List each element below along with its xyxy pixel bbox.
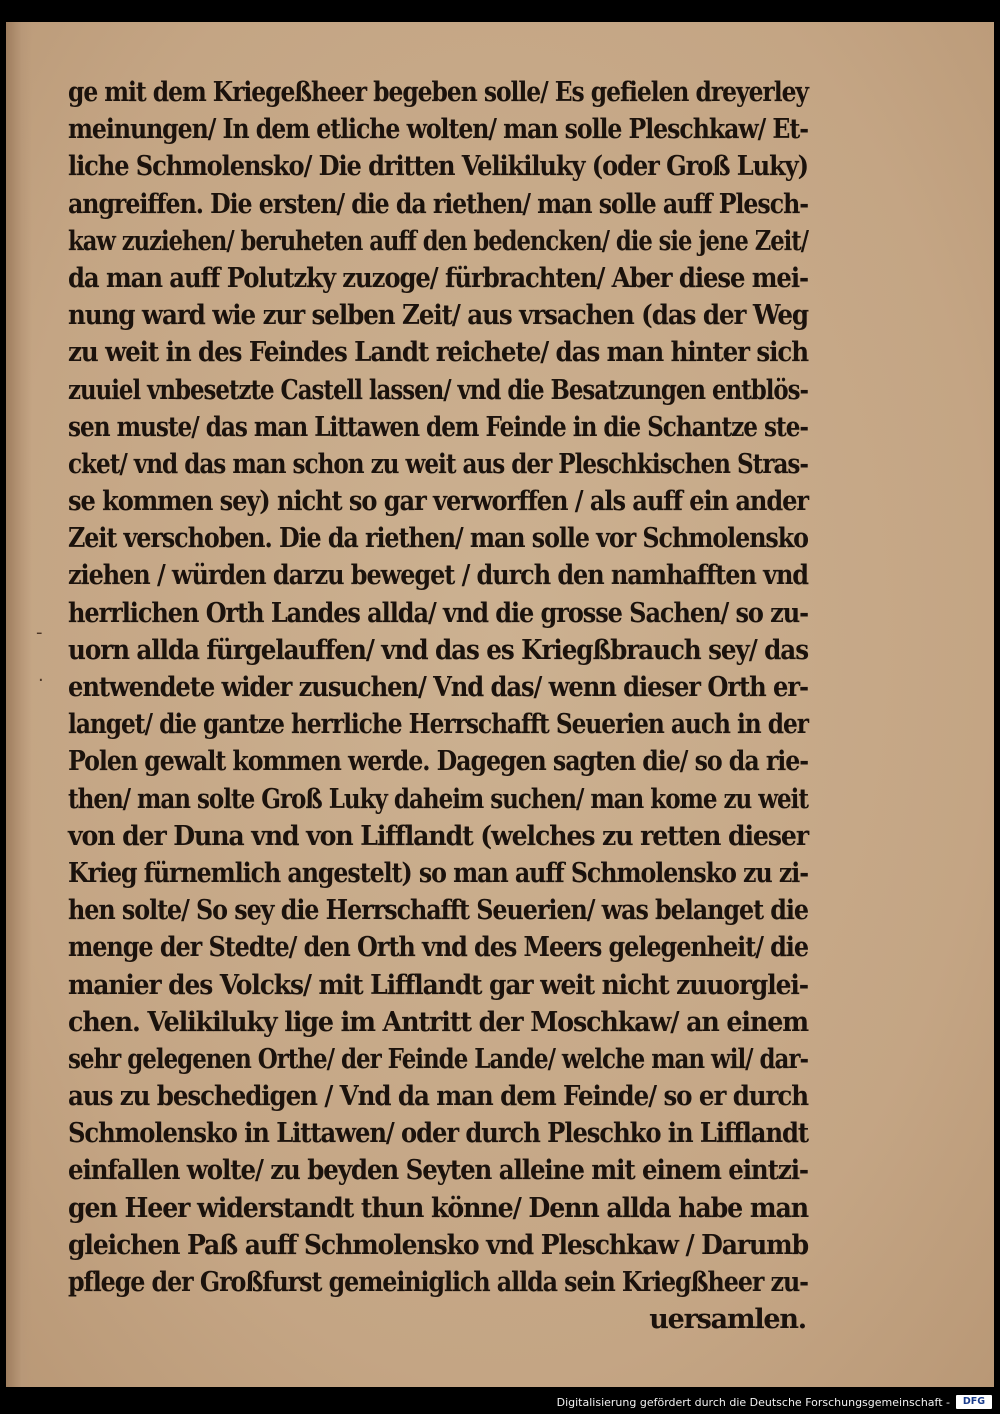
text-line: nung ward wie zur selben Zeit/ aus vrsachen (das der Weg — [68, 300, 808, 332]
text-line: chen. Velikiluky lige im Antritt der Moschkaw/ an einem — [68, 1006, 808, 1038]
page-gutter-shadow — [6, 22, 32, 1387]
text-line: einfallen wolte/ zu beyden Seyten alleine mit einem eintzi- — [68, 1155, 808, 1187]
text-line: gen Heer widerstandt thun könne/ Denn allda habe man — [68, 1192, 808, 1224]
text-line: Schmolensko in Littawen/ oder durch Pleschko in Lifflandt — [68, 1118, 808, 1150]
text-line: kaw zuziehen/ beruheten auff den bedencken/ die sie jene Zeit/ — [68, 225, 808, 257]
scanned-page — [6, 22, 994, 1387]
text-line: von der Duna vnd von Lifflandt (welches zu retten dieser — [68, 820, 808, 852]
text-line: cket/ vnd das man schon zu weit aus der Pleschkischen Stras- — [68, 448, 808, 480]
text-line-last: uersamlen. — [649, 1304, 806, 1336]
text-line: Krieg fürnemlich angestelt) so man auff Schmolensko zu zi- — [68, 857, 808, 889]
text-line: pflege der Großfurst gemeiniglich allda sein Kriegßheer zu- — [68, 1267, 808, 1298]
text-line: menge der Stedte/ den Orth vnd des Meers gelegenheit/ die — [68, 932, 808, 964]
text-line: da man auff Polutzky zuzoge/ fürbrachten/ Aber diese mei- — [68, 262, 808, 294]
dfg-logo: DFG — [956, 1395, 992, 1409]
text-line: meinungen/ In dem etliche wolten/ man solle Pleschkaw/ Et- — [68, 114, 808, 146]
text-line: liche Schmolensko/ Die dritten Velikiluky (oder Groß Luky) — [68, 151, 808, 183]
text-line: uorn allda fürgelauffen/ vnd das es Kriegßbrauch sey/ das — [68, 634, 808, 666]
text-line: manier des Volcks/ mit Lifflandt gar weit nicht zuuorglei- — [68, 969, 808, 1001]
text-line: ge mit dem Kriegeßheer begeben solle/ Es gefielen dreyerley — [68, 77, 808, 108]
margin-dot: · — [38, 670, 44, 691]
text-line: hen solte/ So sey die Herrschafft Seuerien/ was belanget die — [68, 895, 808, 927]
text-line: langet/ die gantze herrliche Herrschafft Seuerien auch in der — [68, 709, 808, 741]
text-line: Polen gewalt kommen werde. Dagegen sagten die/ so da rie- — [68, 746, 808, 778]
text-line: gleichen Paß auff Schmolensko vnd Pleschkaw / Darumb — [68, 1229, 808, 1261]
text-line: aus zu beschedigen / Vnd da man dem Feinde/ so er durch — [68, 1081, 808, 1113]
body-text — [68, 74, 808, 1338]
text-line: angreiffen. Die ersten/ die da riethen/ man solle auff Plesch- — [68, 188, 808, 220]
digitization-credit: Digitalisierung gefördert durch die Deutsche Forschungsgemeinschaft - — [556, 1396, 950, 1409]
text-line: entwendete wider zusuchen/ Vnd das/ wenn dieser Orth er- — [68, 672, 808, 703]
text-line: sen muste/ das man Littawen dem Feinde in die Schantze ste- — [68, 411, 808, 443]
footer-bar — [0, 1389, 1000, 1414]
text-line: Zeit verschoben. Die da riethen/ man solle vor Schmolensko — [68, 523, 808, 555]
text-line: zu weit in des Feindes Landt reichete/ das man hinter sich — [68, 337, 808, 369]
text-line: zuuiel vnbesetzte Castell lassen/ vnd die Besatzungen entblös- — [68, 374, 808, 406]
text-line: then/ man solte Groß Luky daheim suchen/ man kome zu weit — [68, 783, 808, 815]
text-line: ziehen / würden darzu beweget / durch den namhafften vnd — [68, 560, 808, 592]
margin-mark: - — [36, 622, 43, 643]
text-line: herrlichen Orth Landes allda/ vnd die grosse Sachen/ so zu- — [68, 597, 808, 629]
text-line: se kommen sey) nicht so gar verworffen / als auff ein ander — [68, 486, 808, 518]
text-line: sehr gelegenen Orthe/ der Feinde Lande/ welche man wil/ dar- — [68, 1043, 808, 1075]
